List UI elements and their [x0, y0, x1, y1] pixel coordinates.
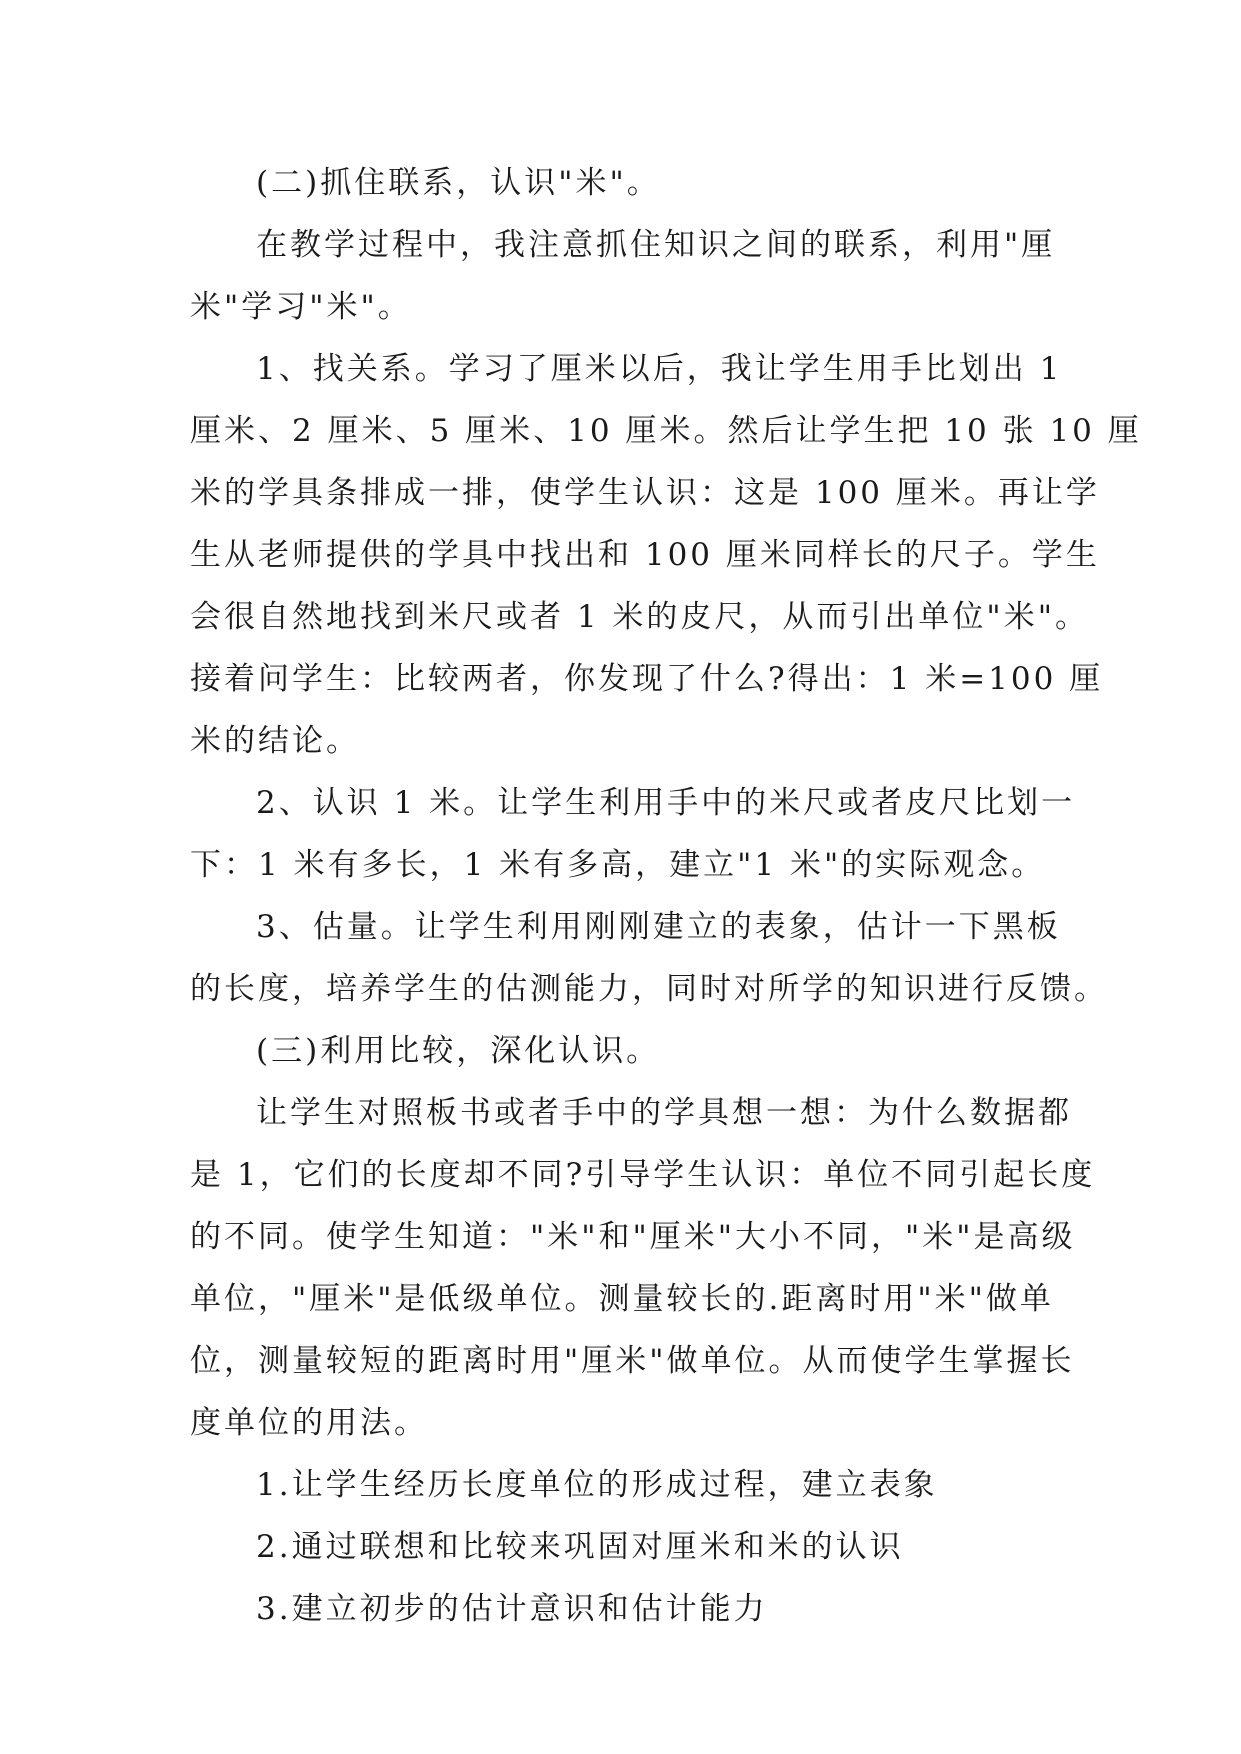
paragraph-line: 接着问学生：比较两者，你发现了什么?得出：1 米=100 厘 — [190, 661, 1104, 697]
paragraph-line: 让学生对照板书或者手中的学具想一想：为什么数据都 — [256, 1095, 1072, 1131]
paragraph-line: 米的学具条排成一排，使学生认识：这是 100 厘米。再让学 — [190, 475, 1100, 511]
goal-item-3: 3.建立初步的估计意识和估计能力 — [256, 1591, 768, 1627]
paragraph-line: 的不同。使学生知道："米"和"厘米"大小不同，"米"是高级 — [190, 1219, 1076, 1255]
paragraph-line: 的长度，培养学生的估测能力，同时对所学的知识进行反馈。 — [190, 971, 1108, 1007]
document-body — [190, 152, 1142, 1640]
paragraph-line: 度单位的用法。 — [190, 1405, 428, 1441]
paragraph-line: 米的结论。 — [190, 723, 360, 759]
paragraph-line: 生从老师提供的学具中找出和 100 厘米同样长的尺子。学生 — [190, 537, 1100, 573]
paragraph-line: 厘米、2 厘米、5 厘米、10 厘米。然后让学生把 10 张 10 厘 — [190, 413, 1142, 449]
goal-item-2: 2.通过联想和比较来巩固对厘米和米的认识 — [256, 1529, 904, 1565]
paragraph-line: 是 1，它们的长度却不同?引导学生认识：单位不同引起长度 — [190, 1157, 1096, 1193]
paragraph-line: 下：1 米有多长，1 米有多高，建立"1 米"的实际观念。 — [190, 847, 1046, 883]
paragraph-line: 会很自然地找到米尺或者 1 米的皮尺，从而引出单位"米"。 — [190, 599, 1089, 635]
paragraph-line: 在教学过程中，我注意抓住知识之间的联系，利用"厘 — [256, 227, 1056, 263]
section-heading-3: (三)利用比较，深化认识。 — [256, 1033, 661, 1069]
paragraph-line: 米"学习"米"。 — [190, 289, 412, 325]
paragraph-line: 单位，"厘米"是低级单位。测量较长的.距离时用"米"做单 — [190, 1281, 1054, 1317]
section-heading-2: (二)抓住联系，认识"米"。 — [256, 165, 661, 201]
paragraph-line: 位，测量较短的距离时用"厘米"做单位。从而使学生掌握长 — [190, 1343, 1075, 1379]
goal-item-1: 1.让学生经历长度单位的形成过程，建立表象 — [256, 1467, 938, 1503]
list-item-line: 1、找关系。学习了厘米以后，我让学生用手比划出 1 — [256, 351, 1063, 387]
list-item-line: 2、认识 1 米。让学生利用手中的米尺或者皮尺比划一 — [256, 785, 1076, 821]
list-item-line: 3、估量。让学生利用刚刚建立的表象，估计一下黑板 — [256, 909, 1061, 945]
